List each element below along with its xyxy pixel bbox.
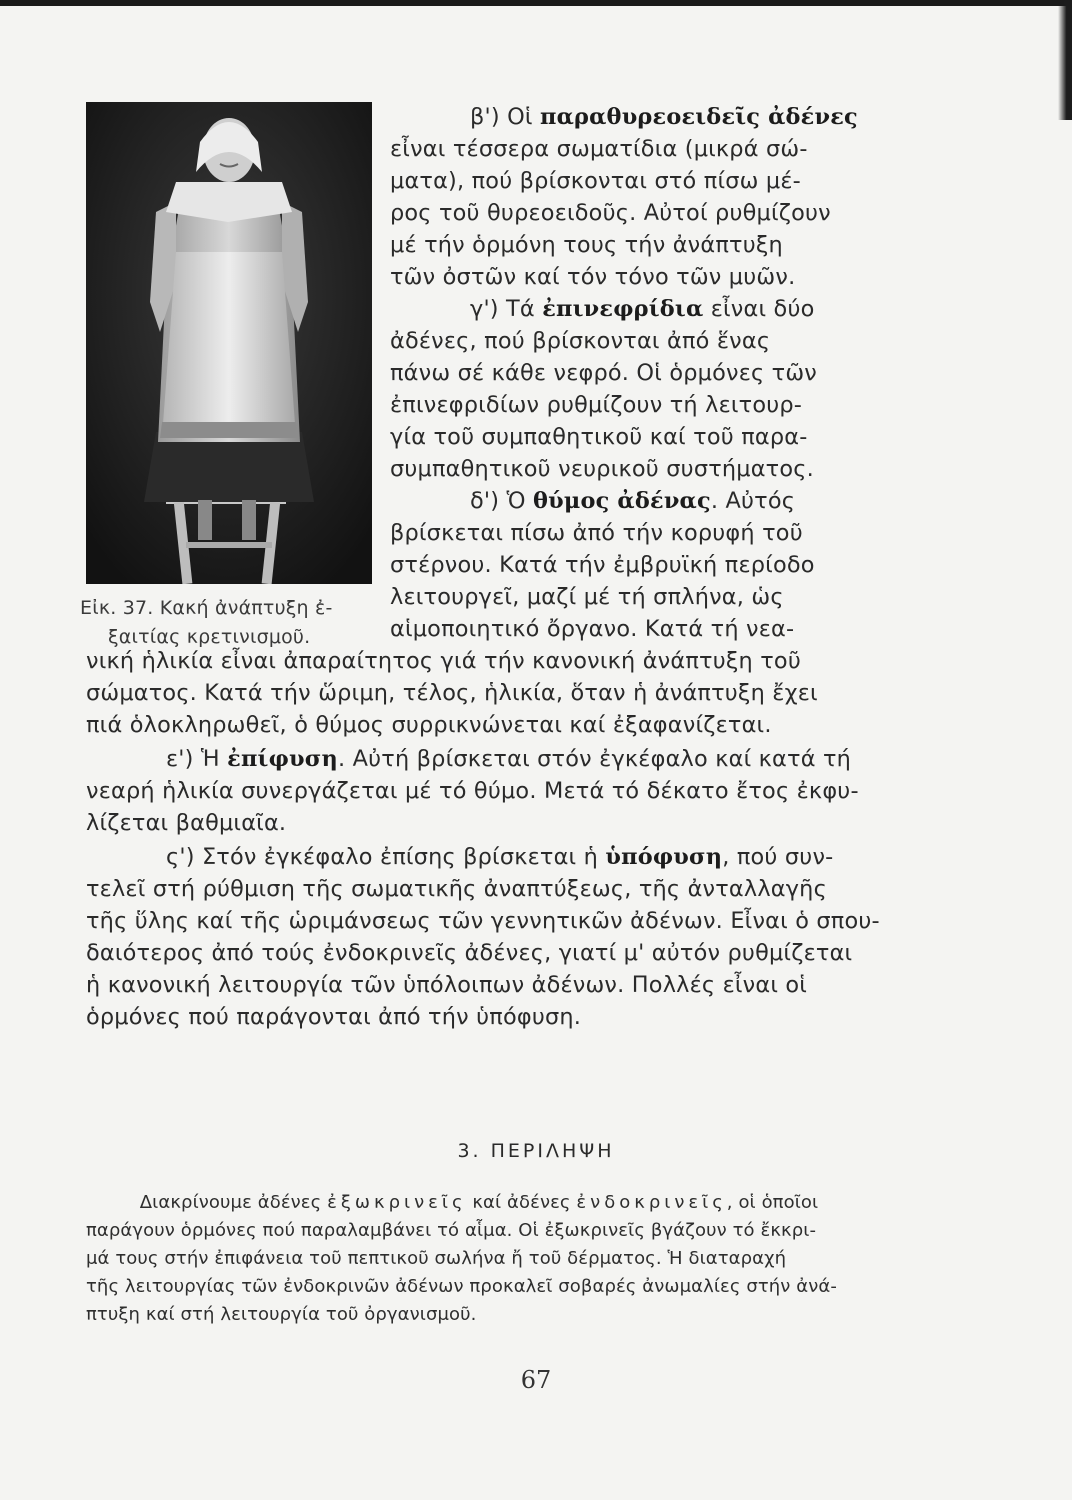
scan-right-shadow <box>1058 0 1072 120</box>
term-exocrine: ἐξωκρινεῖς <box>327 1192 467 1213</box>
text-line: τελεῖ στή ρύθμιση τῆς σωματικῆς ἀναπτύξεως, τῆς ἀνταλλαγῆς <box>86 876 827 902</box>
text-line: βρίσκεται πίσω ἀπό τήν κορυφή τοῦ <box>390 520 803 546</box>
term-parathyroid: παραθυρεοειδεῖς ἀδένες <box>540 104 858 130</box>
summary-line: παράγουν ὁρμόνες πού παραλαμβάνει τό αἷμα. Οἱ ἐξωκρινεῖς βγάζουν τό ἔκκρι- <box>86 1220 817 1241</box>
term-pineal: ἐπίφυση <box>227 746 338 772</box>
paragraph-b-first-line: β') Οἱ παραθυρεοειδεῖς ἀδένες <box>470 104 858 130</box>
text-line: ἐπινεφριδίων ρυθμίζουν τή λειτουρ- <box>390 392 803 418</box>
text-line: ὁρμόνες πού παράγονται ἀπό τήν ὑπόφυση. <box>86 1004 582 1030</box>
text-line: στέρνου. Κατά τήν ἐμβρυϊκή περίοδο <box>390 552 815 578</box>
term-thymus: θύμος ἀδένας <box>533 488 711 514</box>
text-line: πιά ὁλοκληρωθεῖ, ὁ θύμος συρρικνώνεται καί ἐξαφανίζεται. <box>86 712 772 738</box>
text-line: σώματος. Κατά τήν ὥριμη, τέλος, ἡλικία, ὅταν ἡ ἀνάπτυξη ἔχει <box>86 680 818 706</box>
text-line: γία τοῦ συμπαθητικοῦ καί τοῦ παρα- <box>390 424 808 450</box>
paragraph-e-first-line: ε') Ἡ ἐπίφυση. Αὐτή βρίσκεται στόν ἐγκέφαλο καί κατά τή <box>166 746 852 772</box>
summary-line: μά τους στήν ἐπιφάνεια τοῦ πεπτικοῦ σωλήνα ἤ τοῦ δέρματος. Ἡ διαταραχή <box>86 1248 787 1269</box>
text-line: ἡ κανονική λειτουργία τῶν ὑπόλοιπων ἀδένων. Πολλές εἶναι οἱ <box>86 972 808 998</box>
text-line: μέ τήν ὁρμόνη τους τήν ἀνάπτυξη <box>390 232 783 258</box>
page-number: 67 <box>520 1366 552 1394</box>
text-line: λειτουργεῖ, μαζί μέ τή σπλήνα, ὡς <box>390 584 784 610</box>
text-line: εἶναι τέσσερα σωματίδια (μικρά σώ- <box>390 136 808 162</box>
caption-line: Εἰκ. 37. Κακή ἀνάπτυξη ἐ- <box>80 597 333 619</box>
text-line: λίζεται βαθμιαῖα. <box>86 810 287 836</box>
text-line: πάνω σέ κάθε νεφρό. Οἱ ὁρμόνες τῶν <box>390 360 818 386</box>
section-heading-summary: 3. ΠΕΡΙΛΗΨΗ <box>457 1140 615 1162</box>
summary-line: πτυξη καί στή λειτουργία τοῦ ὀργανισμοῦ. <box>86 1304 477 1325</box>
text-line: ἀδένες, πού βρίσκονται ἀπό ἕνας <box>390 328 771 354</box>
text-line: τῶν ὀστῶν καί τόν τόνο τῶν μυῶν. <box>390 264 796 290</box>
scan-top-edge <box>0 0 1072 6</box>
text-line: τῆς ὕλης καί τῆς ὡριμάνσεως τῶν γεννητικῶν ἀδένων. Εἶναι ὁ σπου- <box>86 908 880 934</box>
summary-line: τῆς λειτουργίας τῶν ἐνδοκρινῶν ἀδένων προκαλεῖ σοβαρές ἀνωμαλίες στήν ἀνά- <box>86 1276 837 1297</box>
text-line: νική ἡλικία εἶναι ἀπαραίτητος γιά τήν κανονική ἀνάπτυξη τοῦ <box>86 648 801 674</box>
paragraph-c-first-line: γ') Τά ἐπινεφρίδια εἶναι δύο <box>470 296 815 322</box>
term-adrenal: ἐπινεφρίδια <box>542 296 704 322</box>
text-line: ρος τοῦ θυρεοειδοῦς. Αὐτοί ρυθμίζουν <box>390 200 831 226</box>
paragraph-f-first-line: ς') Στόν ἐγκέφαλο ἐπίσης βρίσκεται ἡ ὑπόφυση, πού συν- <box>166 844 834 870</box>
term-endocrine: ἐνδοκρινεῖς <box>576 1192 727 1213</box>
text-line: συμπαθητικοῦ νευρικοῦ συστήματος. <box>390 456 814 482</box>
figure-photo-cretinism-girl <box>86 102 372 584</box>
text-line: δαιότερος ἀπό τούς ἐνδοκρινεῖς ἀδένες, γιατί μ' αὐτόν ρυθμίζεται <box>86 940 853 966</box>
caption-line: ξαιτίας κρετινισμοῦ. <box>108 626 311 648</box>
term-pituitary: ὑπόφυση <box>605 844 723 870</box>
text-line: ματα), πού βρίσκονται στό πίσω μέ- <box>390 168 801 194</box>
text-line: αἱμοποιητικό ὄργανο. Κατά τή νεα- <box>390 616 795 642</box>
figure-caption <box>80 594 380 652</box>
summary-first-line: Διακρίνουμε ἀδένες ἐξωκρινεῖς καί ἀδένες ἐνδοκρινεῖς, οἱ ὁποῖοι <box>139 1192 819 1213</box>
text-line: νεαρή ἡλικία συνεργάζεται μέ τό θύμο. Μετά τό δέκατο ἔτος ἐκφυ- <box>86 778 859 804</box>
paragraph-d-first-line: δ') Ὁ θύμος ἀδένας. Αὐτός <box>470 488 796 514</box>
